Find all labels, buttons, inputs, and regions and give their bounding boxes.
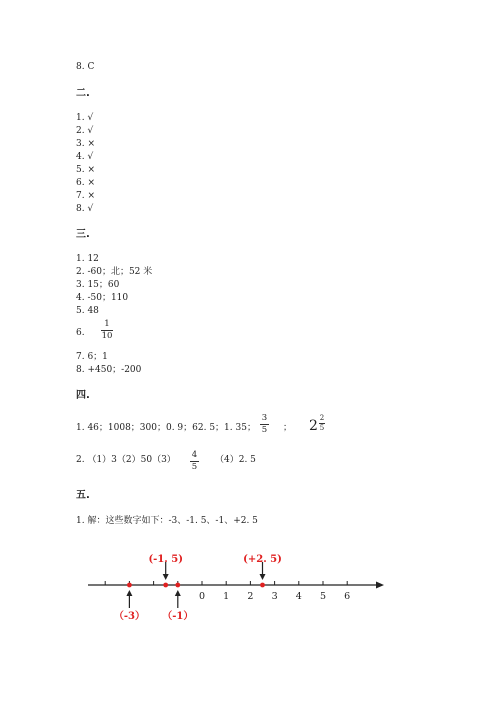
marked-point <box>260 583 265 588</box>
section-5-heading: 五. <box>76 490 90 501</box>
list-item-label: 6. <box>76 328 85 338</box>
fraction <box>101 320 113 341</box>
list-item: 6. × <box>76 178 95 188</box>
arrow-down-head <box>260 574 266 580</box>
arrow-down-head <box>163 574 169 580</box>
tick-label: 4 <box>295 591 302 602</box>
list-item: 1. √ <box>76 113 94 123</box>
list-item: 1. 解：这些数字如下：-3、-1. 5、-1、+2. 5 <box>76 516 258 526</box>
tick-label: 2 <box>247 591 254 602</box>
separator: ； <box>283 423 293 433</box>
list-item: 5. 48 <box>76 306 99 316</box>
fraction <box>260 414 269 435</box>
fraction-numerator: 1 <box>104 319 110 329</box>
tick-label: 5 <box>319 591 327 602</box>
number-line-arrowhead <box>376 582 384 589</box>
point-label: （-3） <box>113 611 145 622</box>
fraction-numerator: 2 <box>319 413 325 422</box>
list-item: 7. 6；1 <box>76 352 108 362</box>
fraction-denominator: 5 <box>319 423 325 432</box>
marked-point <box>163 583 168 588</box>
section-4-heading: 四. <box>76 390 90 401</box>
fraction <box>190 451 199 472</box>
list-item: 4. √ <box>76 152 94 162</box>
mixed-number <box>309 413 325 434</box>
list-item: 7. × <box>76 191 95 201</box>
list-item: 2. √ <box>76 126 94 136</box>
list-item: 1. 12 <box>76 254 99 264</box>
list-item: 1. 46；1008；300；0. 9；62. 5；1. 35； <box>76 423 256 433</box>
marked-point <box>175 583 180 588</box>
mixed-whole: 2 <box>309 418 318 434</box>
point-label: (-1. 5) <box>148 554 183 565</box>
tick-label: 0 <box>198 591 206 602</box>
arrow-up-head <box>126 590 132 596</box>
list-item-tail: （4）2. 5 <box>215 455 256 465</box>
point-label: （-1） <box>162 611 194 622</box>
section-3-heading: 三. <box>76 229 90 240</box>
fraction-numerator: 4 <box>191 450 198 460</box>
fraction <box>319 415 325 432</box>
answer-8: 8. C <box>76 62 95 72</box>
list-item: 3. 15；60 <box>76 280 120 290</box>
fraction-denominator: 10 <box>101 331 113 341</box>
list-item: 5. × <box>76 165 95 175</box>
tick-label: 3 <box>271 591 278 602</box>
number-line <box>0 548 500 638</box>
fraction-denominator: 5 <box>261 425 268 435</box>
point-label: (+2. 5) <box>243 554 282 565</box>
fraction-denominator: 5 <box>191 462 198 472</box>
marked-point <box>127 583 132 588</box>
list-item: 3. × <box>76 139 95 149</box>
tick-label: 6 <box>344 591 351 602</box>
list-item: 2. -60；北；52 米 <box>76 267 153 277</box>
list-item: 2. （1）3（2）50（3） <box>76 455 176 465</box>
list-item: 8. √ <box>76 204 94 214</box>
list-item: 4. -50；110 <box>76 293 129 303</box>
fraction-numerator: 3 <box>261 413 268 423</box>
arrow-up-head <box>175 590 181 596</box>
list-item: 8. +450；-200 <box>76 365 142 375</box>
section-2-heading: 二. <box>76 88 90 99</box>
tick-label: 1 <box>223 591 230 602</box>
